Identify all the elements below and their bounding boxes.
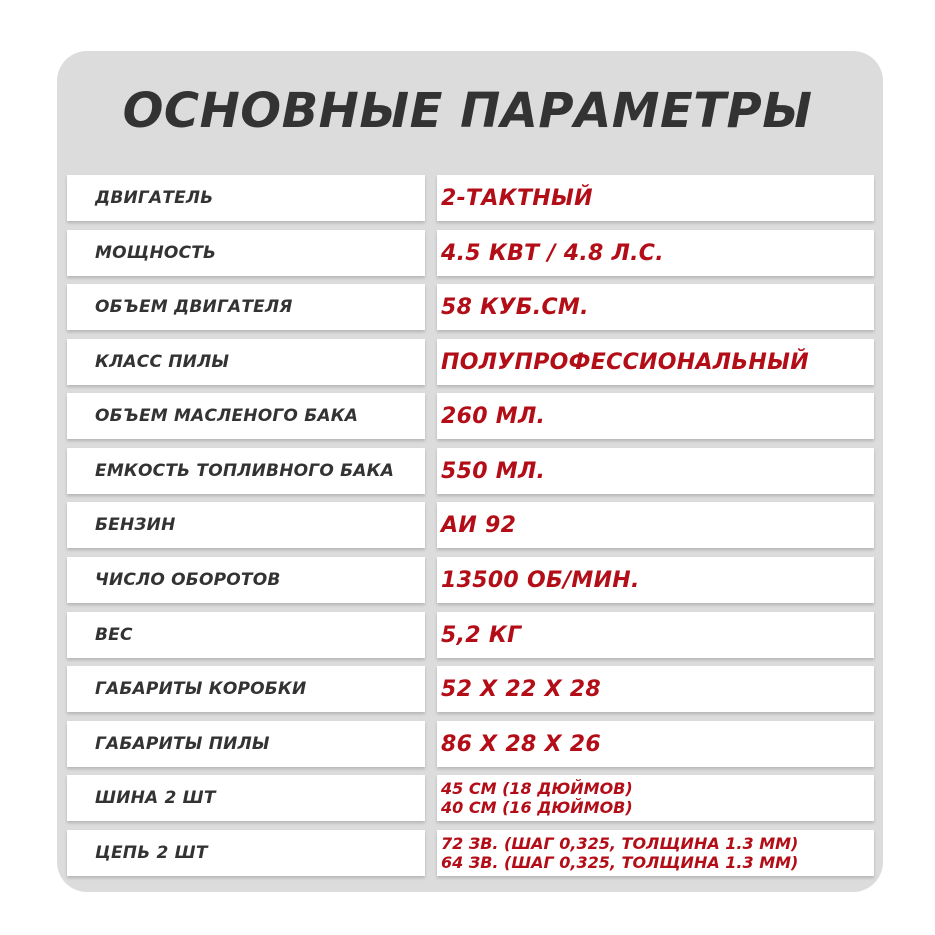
spec-label-cell xyxy=(67,721,425,767)
spec-label: ГАБАРИТЫ ПИЛЫ xyxy=(95,734,270,754)
spec-label-cell xyxy=(67,393,425,439)
spec-label-cell xyxy=(67,612,425,658)
table-row xyxy=(67,339,874,385)
spec-value-cell xyxy=(437,721,874,767)
table-row xyxy=(67,666,874,712)
spec-value: 550 МЛ. xyxy=(441,458,546,484)
spec-value-cell xyxy=(437,557,874,603)
spec-value-cell xyxy=(437,175,874,221)
spec-value: АИ 92 xyxy=(441,512,517,538)
spec-label: ГАБАРИТЫ КОРОБКИ xyxy=(95,679,307,699)
spec-value-line: 40 СМ (16 ДЮЙМОВ) xyxy=(441,798,633,817)
spec-value-cell xyxy=(437,666,874,712)
spec-label: ЧИСЛО ОБОРОТОВ xyxy=(95,570,281,590)
spec-label-cell xyxy=(67,775,425,821)
spec-label: БЕНЗИН xyxy=(95,515,176,535)
spec-value: ПОЛУПРОФЕССИОНАЛЬНЫЙ xyxy=(441,349,809,375)
spec-label-cell xyxy=(67,175,425,221)
spec-label: ОБЪЕМ МАСЛЕНОГО БАКА xyxy=(95,406,359,426)
spec-label-cell xyxy=(67,339,425,385)
spec-value-cell xyxy=(437,502,874,548)
spec-label: ДВИГАТЕЛЬ xyxy=(95,188,214,208)
table-row xyxy=(67,284,874,330)
spec-value-cell xyxy=(437,393,874,439)
table-row xyxy=(67,557,874,603)
spec-value-line: 45 СМ (18 ДЮЙМОВ) xyxy=(441,779,633,798)
spec-value: 5,2 КГ xyxy=(441,622,522,648)
spec-value: 4.5 КВТ / 4.8 Л.С. xyxy=(441,240,664,266)
table-row xyxy=(67,830,874,876)
spec-value-cell xyxy=(437,775,874,821)
spec-label-cell xyxy=(67,557,425,603)
spec-label: ОБЪЕМ ДВИГАТЕЛЯ xyxy=(95,297,293,317)
spec-value-cell xyxy=(437,284,874,330)
spec-value-line: 72 ЗВ. (ШАГ 0,325, ТОЛЩИНА 1.3 ММ) xyxy=(441,834,799,853)
spec-label-cell xyxy=(67,448,425,494)
spec-label-cell xyxy=(67,284,425,330)
spec-label: МОЩНОСТЬ xyxy=(95,243,217,263)
spec-value-cell xyxy=(437,830,874,876)
spec-value: 2-ТАКТНЫЙ xyxy=(441,185,593,211)
table-row xyxy=(67,775,874,821)
page-title: ОСНОВНЫЕ ПАРАМЕТРЫ xyxy=(122,83,813,139)
spec-label: КЛАСС ПИЛЫ xyxy=(95,352,230,372)
spec-value-cell xyxy=(437,448,874,494)
spec-label-cell xyxy=(67,830,425,876)
spec-label: ШИНА 2 ШТ xyxy=(95,788,216,808)
spec-value: 58 КУБ.СМ. xyxy=(441,294,589,320)
spec-label-cell xyxy=(67,666,425,712)
spec-value: 86 X 28 X 26 xyxy=(441,731,602,757)
spec-value-cell xyxy=(437,612,874,658)
table-row xyxy=(67,612,874,658)
table-row xyxy=(67,448,874,494)
spec-value: 52 X 22 X 28 xyxy=(441,676,602,702)
table-row xyxy=(67,721,874,767)
spec-label-cell xyxy=(67,230,425,276)
spec-value-line: 64 ЗВ. (ШАГ 0,325, ТОЛЩИНА 1.3 ММ) xyxy=(441,853,799,872)
table-row xyxy=(67,502,874,548)
spec-label: ЦЕПЬ 2 ШТ xyxy=(95,843,208,863)
spec-value: 260 МЛ. xyxy=(441,403,546,429)
spec-label: ВЕС xyxy=(95,625,133,645)
spec-label: ЕМКОСТЬ ТОПЛИВНОГО БАКА xyxy=(95,461,395,481)
spec-label-cell xyxy=(67,502,425,548)
table-row xyxy=(67,175,874,221)
spec-value: 13500 ОБ/МИН. xyxy=(441,567,640,593)
spec-value-cell xyxy=(437,339,874,385)
spec-value-cell xyxy=(437,230,874,276)
table-row xyxy=(67,230,874,276)
table-row xyxy=(67,393,874,439)
